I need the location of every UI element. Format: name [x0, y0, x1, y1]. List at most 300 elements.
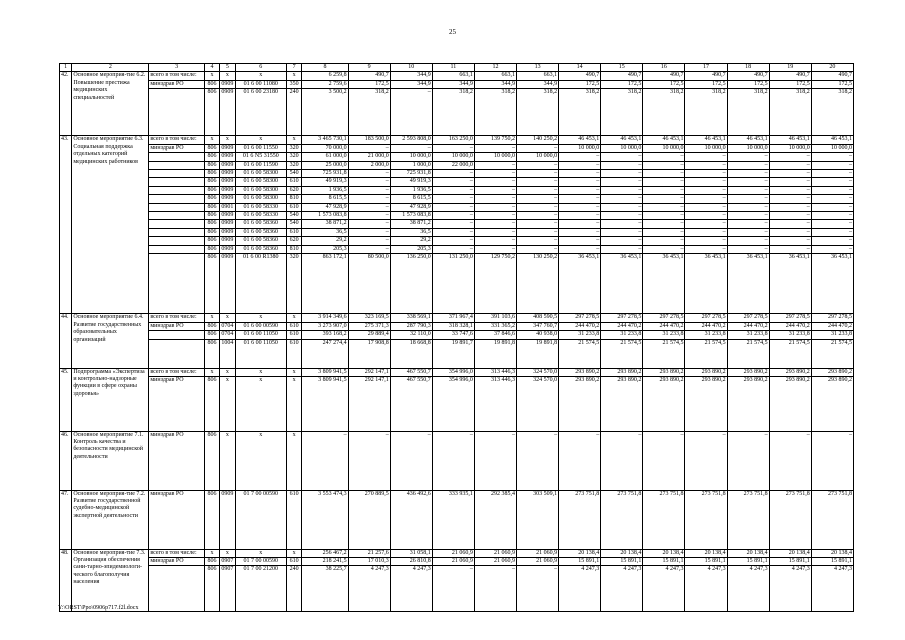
header-cell: 1 [60, 64, 72, 72]
table-cell: 46 453,1 [601, 136, 643, 144]
table-cell: 22 000,0 [432, 161, 474, 169]
table-cell: – [432, 237, 474, 245]
table-row [60, 161, 854, 169]
table-cell: – [517, 195, 559, 203]
table-cell: 0909 [221, 153, 234, 160]
table-cell: 408 590,5 [517, 314, 559, 322]
table-cell: 292 385,4 [474, 490, 516, 549]
header-cell: 2 [72, 64, 149, 72]
table-cell: 21 060,9 [517, 549, 559, 557]
table-cell: 10 000,0 [517, 153, 559, 161]
table-cell: 318,2 [769, 89, 811, 136]
table-cell: 15 891,1 [601, 557, 643, 565]
table-cell: 806 [204, 195, 219, 203]
table-cell: 29,2 [390, 237, 432, 245]
table-cell: 01 6 00 58300 [235, 195, 286, 203]
table-cell: 490,7 [685, 72, 727, 80]
table-cell: 01 6 00 11550 [235, 144, 286, 152]
table-cell: 725 931,8 [390, 170, 432, 178]
executor-label [149, 186, 204, 194]
table-cell: – [432, 431, 474, 490]
table-cell: 293 890,2 [601, 376, 643, 431]
table-cell: – [685, 170, 727, 178]
table-cell: 610 [286, 331, 301, 339]
table-row [60, 144, 854, 152]
table-cell: 490,7 [559, 72, 601, 80]
table-cell: – [517, 203, 559, 211]
table-cell: – [474, 178, 516, 186]
table-cell: 244 470,2 [727, 322, 769, 330]
table-cell: 21 574,5 [727, 339, 769, 368]
table-cell: 344,9 [432, 80, 474, 88]
table-cell: 490,7 [601, 72, 643, 80]
table-cell: 297 278,5 [769, 314, 811, 322]
table-cell: 8 615,5 [302, 195, 348, 203]
table-cell: 610 [286, 228, 301, 236]
table-cell: 10 000,0 [601, 144, 643, 152]
table-cell: – [727, 170, 769, 178]
table-cell: 0909 [220, 89, 235, 136]
table-row [60, 490, 854, 549]
table-cell: 540 [286, 220, 301, 228]
table-cell: 01 6 00 00590 [235, 322, 286, 330]
table-cell: x [220, 72, 235, 80]
table-cell: – [685, 431, 727, 490]
executor-label [149, 89, 204, 136]
table-cell: – [685, 237, 727, 245]
table-cell: 10 000,0 [769, 144, 811, 152]
activity-name: Основное мероприятие 6.3. Социальная поддержка отдельных категорий медицинских работников [72, 136, 149, 314]
table-cell: 3 553 474,3 [302, 490, 348, 549]
table-cell: 0901 [221, 203, 234, 210]
table-cell: 3 465 730,1 [302, 136, 348, 144]
table-cell: – [811, 161, 853, 169]
table-cell: 347 760,7 [517, 322, 559, 330]
table-cell: 205,3 [390, 245, 432, 253]
table-cell: 4 247,3 [811, 566, 853, 611]
table-cell: 275 371,3 [348, 322, 390, 330]
table-cell: 31 233,8 [769, 331, 811, 339]
activity-name: Основное мероприя-тие 7.3. Организация обеспечения сани-тарно-эпидемиологи-ческого благополучия населения [72, 549, 149, 611]
table-cell: 344,9 [474, 80, 516, 88]
table-row [60, 220, 854, 228]
table-cell: – [390, 144, 432, 152]
executor-label: всего в том числе: [149, 72, 204, 80]
table-cell: 244 470,2 [685, 322, 727, 330]
table-cell: 297 278,5 [727, 314, 769, 322]
table-cell: 130 250,2 [517, 254, 559, 314]
table-cell: x [286, 136, 301, 144]
table-cell: – [643, 153, 685, 161]
table-cell: x [286, 72, 301, 80]
table-cell: 61 000,0 [302, 153, 348, 161]
table-cell: 244 470,2 [559, 322, 601, 330]
table-cell: 172,5 [685, 80, 727, 88]
row-number: 44. [60, 314, 72, 368]
table-cell: 38 871,2 [302, 220, 348, 228]
table-cell: 806 [204, 80, 219, 88]
table-cell: – [769, 431, 811, 490]
table-cell: 324 570,0 [517, 368, 559, 376]
table-cell: 663,1 [517, 72, 559, 80]
table-cell: 320 [286, 153, 301, 161]
table-cell: 244 470,2 [601, 322, 643, 330]
executor-label [149, 228, 204, 236]
table-cell: 2 759,6 [302, 80, 348, 88]
table-cell: – [811, 186, 853, 194]
table-cell: – [432, 220, 474, 228]
table-cell: 540 [286, 170, 301, 178]
header-cell: 11 [432, 64, 474, 72]
table-cell: 806 [204, 566, 219, 611]
table-cell: – [685, 195, 727, 203]
table-cell: 29,2 [302, 237, 348, 245]
table-cell: – [601, 186, 643, 194]
executor-label [149, 203, 204, 211]
table-cell: 297 278,5 [811, 314, 853, 322]
table-cell: – [559, 245, 601, 253]
table-cell: 40 938,0 [517, 331, 559, 339]
table-cell: x [286, 549, 301, 557]
table-cell: 36 453,1 [643, 254, 685, 314]
table-cell: – [390, 89, 432, 136]
table-cell: 4 247,3 [769, 566, 811, 611]
table-row [60, 331, 854, 339]
executor-label: минздрав РО [149, 376, 204, 431]
executor-label: минздрав РО [149, 144, 204, 152]
table-cell: 21 060,9 [517, 557, 559, 565]
table-cell: 1 573 083,8 [302, 212, 348, 220]
table-cell: – [643, 220, 685, 228]
table-cell: 4 247,3 [348, 566, 390, 611]
table-cell: – [517, 431, 559, 490]
table-cell: 70 000,0 [302, 144, 348, 152]
executor-label: всего в том числе: [149, 314, 204, 322]
table-cell: 350 [286, 80, 301, 88]
table-cell: – [474, 161, 516, 169]
table-cell: 810 [286, 195, 301, 203]
header-cell: 7 [286, 64, 301, 72]
table-cell: 293 890,2 [811, 368, 853, 376]
table-cell: – [348, 245, 390, 253]
table-cell: 806 [204, 89, 219, 136]
table-cell: 1 573 083,8 [390, 212, 432, 220]
executor-label [149, 339, 204, 368]
table-row [60, 72, 854, 80]
table-cell: 01 6 00 58360 [235, 228, 286, 236]
row-number: 43. [60, 136, 72, 314]
table-cell: 292 147,1 [348, 376, 390, 431]
table-cell: – [348, 228, 390, 236]
table-cell: 15 891,1 [685, 557, 727, 565]
table-cell: 01 6 00 R1380 [235, 254, 286, 314]
table-cell: 338 569,1 [390, 314, 432, 322]
table-cell: – [601, 228, 643, 236]
table-cell: 31 233,8 [643, 331, 685, 339]
table-cell: 273 751,8 [685, 490, 727, 549]
table-cell: 15 891,1 [559, 557, 601, 565]
table-cell: – [474, 144, 516, 152]
table-cell: 4 247,3 [390, 566, 432, 611]
table-cell: – [559, 220, 601, 228]
table-cell: 31 233,8 [727, 331, 769, 339]
table-cell: – [769, 212, 811, 220]
table-cell: – [559, 203, 601, 211]
table-cell: 344,9 [517, 80, 559, 88]
table-cell: 0909 [221, 220, 234, 227]
table-cell: 293 890,2 [727, 368, 769, 376]
table-cell: – [474, 228, 516, 236]
table-cell: 240 [286, 566, 301, 611]
table-cell: 4 247,3 [727, 566, 769, 611]
table-cell: 20 138,4 [685, 549, 727, 557]
table-cell: x [204, 72, 219, 80]
table-cell: 0909 [221, 228, 234, 235]
table-row [60, 557, 854, 565]
table-cell: 29 889,4 [348, 331, 390, 339]
executor-label [149, 331, 204, 339]
executor-label: минздрав РО [149, 490, 204, 549]
table-cell: 297 278,5 [601, 314, 643, 322]
table-cell: 320 [286, 161, 301, 169]
header-cell: 10 [390, 64, 432, 72]
table-cell: – [643, 228, 685, 236]
executor-label: минздрав РО [149, 80, 204, 88]
table-cell: x [235, 549, 286, 557]
table-cell: – [559, 153, 601, 161]
table-cell: 36 453,1 [601, 254, 643, 314]
table-cell: 20 138,4 [559, 549, 601, 557]
table-cell: 354 996,0 [432, 368, 474, 376]
table-cell: – [474, 170, 516, 178]
table-cell: 806 [204, 339, 219, 368]
table-cell: 0909 [221, 178, 234, 185]
table-cell: 172,5 [727, 80, 769, 88]
table-cell: 0704 [221, 331, 234, 338]
table-cell: 806 [204, 245, 219, 253]
table-cell: 46 453,1 [769, 136, 811, 144]
table-cell: 610 [286, 557, 301, 565]
table-cell: 01 6 00 11590 [235, 161, 286, 169]
row-number: 45. [60, 368, 72, 431]
activity-name: Подпрограмма «Экспертиза и контрольно-надзорные функции в сфере охраны здоровья» [72, 368, 149, 431]
table-cell: – [643, 203, 685, 211]
executor-label: минздрав РО [149, 557, 204, 565]
table-cell: – [601, 431, 643, 490]
table-cell: 490,7 [811, 72, 853, 80]
table-cell: – [474, 186, 516, 194]
table-cell: – [769, 195, 811, 203]
table-row [60, 431, 854, 490]
table-cell: 806 [204, 331, 219, 339]
table-cell: 21 574,5 [685, 339, 727, 368]
table-cell: – [811, 170, 853, 178]
table-cell: 47 928,9 [390, 203, 432, 211]
table-cell: 297 278,5 [643, 314, 685, 322]
table-cell: x [235, 368, 286, 376]
table-cell: 318,2 [432, 89, 474, 136]
table-cell: 20 138,4 [601, 549, 643, 557]
table-cell: 36 453,1 [769, 254, 811, 314]
executor-label: всего в том числе: [149, 136, 204, 144]
table-row [60, 89, 854, 136]
table-cell: 3 914 349,6 [302, 314, 348, 322]
table-cell: – [643, 212, 685, 220]
table-cell: 21 060,9 [432, 557, 474, 565]
table-cell: 38 871,2 [390, 220, 432, 228]
table-cell: – [517, 228, 559, 236]
table-cell: 01 6 00 58330 [235, 203, 286, 211]
table-cell: – [685, 161, 727, 169]
header-cell: 20 [811, 64, 853, 72]
table-cell: 10 000,0 [474, 153, 516, 161]
table-cell: 297 278,5 [559, 314, 601, 322]
activity-name: Основное мероприя-тие 6.2. Повышение престижа медицинских специальностей [72, 72, 149, 136]
table-cell: 172,5 [601, 80, 643, 88]
table-cell: – [811, 195, 853, 203]
table-cell: – [727, 431, 769, 490]
table-cell: 490,7 [769, 72, 811, 80]
table-cell: 21 000,0 [348, 153, 390, 161]
executor-label [149, 170, 204, 178]
table-cell: 620 [286, 186, 301, 194]
table-cell: 20 138,4 [769, 549, 811, 557]
table-cell: 01 6 00 58360 [235, 245, 286, 253]
header-cell: 3 [149, 64, 204, 72]
table-row [60, 566, 854, 611]
table-cell: 49 919,3 [302, 178, 348, 186]
table-cell: 292 147,1 [348, 368, 390, 376]
table-cell: 01 6 00 58360 [235, 220, 286, 228]
table-cell: x [235, 376, 286, 431]
table-cell: x [220, 368, 235, 376]
table-cell: – [559, 178, 601, 186]
table-cell: 0909 [220, 490, 235, 549]
executor-label [149, 212, 204, 220]
table-cell: 140 250,2 [517, 136, 559, 144]
table-cell: 293 890,2 [811, 376, 853, 431]
table-cell: 205,3 [302, 245, 348, 253]
table-cell: 490,7 [643, 72, 685, 80]
table-cell: 806 [204, 557, 219, 565]
table-cell: – [601, 220, 643, 228]
table-cell: 2 000,0 [348, 161, 390, 169]
table-cell: – [517, 220, 559, 228]
table-cell: 663,1 [432, 72, 474, 80]
table-cell: – [811, 178, 853, 186]
table-cell: 806 [204, 186, 219, 194]
row-number: 42. [60, 72, 72, 136]
table-cell: 4 247,3 [643, 566, 685, 611]
table-cell: – [559, 237, 601, 245]
table-cell: 490,7 [727, 72, 769, 80]
table-cell: 46 453,1 [811, 136, 853, 144]
table-cell: 320 [286, 254, 301, 314]
table-cell: – [432, 170, 474, 178]
header-cell: 19 [769, 64, 811, 72]
table-cell: 273 751,8 [727, 490, 769, 549]
table-cell: 725 931,8 [302, 170, 348, 178]
table-cell: – [685, 245, 727, 253]
header-cell: 18 [727, 64, 769, 72]
table-cell: – [432, 178, 474, 186]
table-cell: – [432, 203, 474, 211]
table-cell: – [727, 161, 769, 169]
executor-label: минздрав РО [149, 431, 204, 490]
table-cell: x [220, 431, 235, 490]
table-cell: – [769, 170, 811, 178]
table-cell: 46 453,1 [727, 136, 769, 144]
table-cell: 15 891,1 [643, 557, 685, 565]
table-cell: 318,2 [474, 89, 516, 136]
table-cell: 0909 [221, 170, 234, 177]
header-cell: 8 [302, 64, 348, 72]
table-cell: 318 328,1 [432, 322, 474, 330]
table-cell: 10 000,0 [811, 144, 853, 152]
executor-label [149, 254, 204, 314]
table-cell: 863 172,1 [302, 254, 348, 314]
table-cell: 0909 [221, 80, 234, 87]
table-cell: 01 6 00 58300 [235, 186, 286, 194]
table-cell: – [348, 431, 390, 490]
table-cell: 131 250,0 [432, 254, 474, 314]
table-cell: 33 747,6 [432, 331, 474, 339]
table-cell: 333 935,1 [432, 490, 474, 549]
table-cell: – [601, 245, 643, 253]
table-cell: 17 908,8 [348, 339, 390, 368]
row-number: 46. [60, 431, 72, 490]
row-number: 47. [60, 490, 72, 549]
table-cell: 10 000,0 [432, 153, 474, 161]
table-cell: 01 6 00 11050 [235, 339, 286, 368]
table-cell: – [643, 237, 685, 245]
table-cell: 21 060,9 [474, 549, 516, 557]
table-cell: – [685, 212, 727, 220]
table-cell: – [390, 431, 432, 490]
table-cell: 4 247,3 [601, 566, 643, 611]
table-cell: – [601, 161, 643, 169]
table-cell: 21 574,5 [769, 339, 811, 368]
table-cell: 270 889,5 [348, 490, 390, 549]
table-cell: – [517, 566, 559, 611]
table-cell: x [235, 72, 286, 80]
table-cell: 244 470,2 [811, 322, 853, 330]
table-cell: 18 668,8 [390, 339, 432, 368]
table-cell: 172,5 [811, 80, 853, 88]
table-cell: – [432, 212, 474, 220]
table-cell: 293 890,2 [643, 376, 685, 431]
table-cell: x [220, 314, 235, 322]
table-cell: – [601, 170, 643, 178]
table-cell: 663,1 [474, 72, 516, 80]
table-cell: 20 138,4 [727, 549, 769, 557]
table-cell: 36,5 [302, 228, 348, 236]
table-cell: 36,5 [390, 228, 432, 236]
table-row [60, 376, 854, 431]
table-cell: 21 060,9 [432, 549, 474, 557]
table-cell: – [601, 153, 643, 161]
activity-name: Основное мероприятие 6.4. Развитие государственных образовательных организаций [72, 314, 149, 368]
executor-label [149, 220, 204, 228]
table-cell: – [811, 228, 853, 236]
table-cell: – [727, 203, 769, 211]
table-cell: 21 574,5 [643, 339, 685, 368]
table-cell: – [559, 170, 601, 178]
table-cell: – [727, 212, 769, 220]
executor-label: минздрав РО [149, 322, 204, 330]
table-cell: 80 500,0 [348, 254, 390, 314]
table-cell: 19 891,8 [517, 339, 559, 368]
